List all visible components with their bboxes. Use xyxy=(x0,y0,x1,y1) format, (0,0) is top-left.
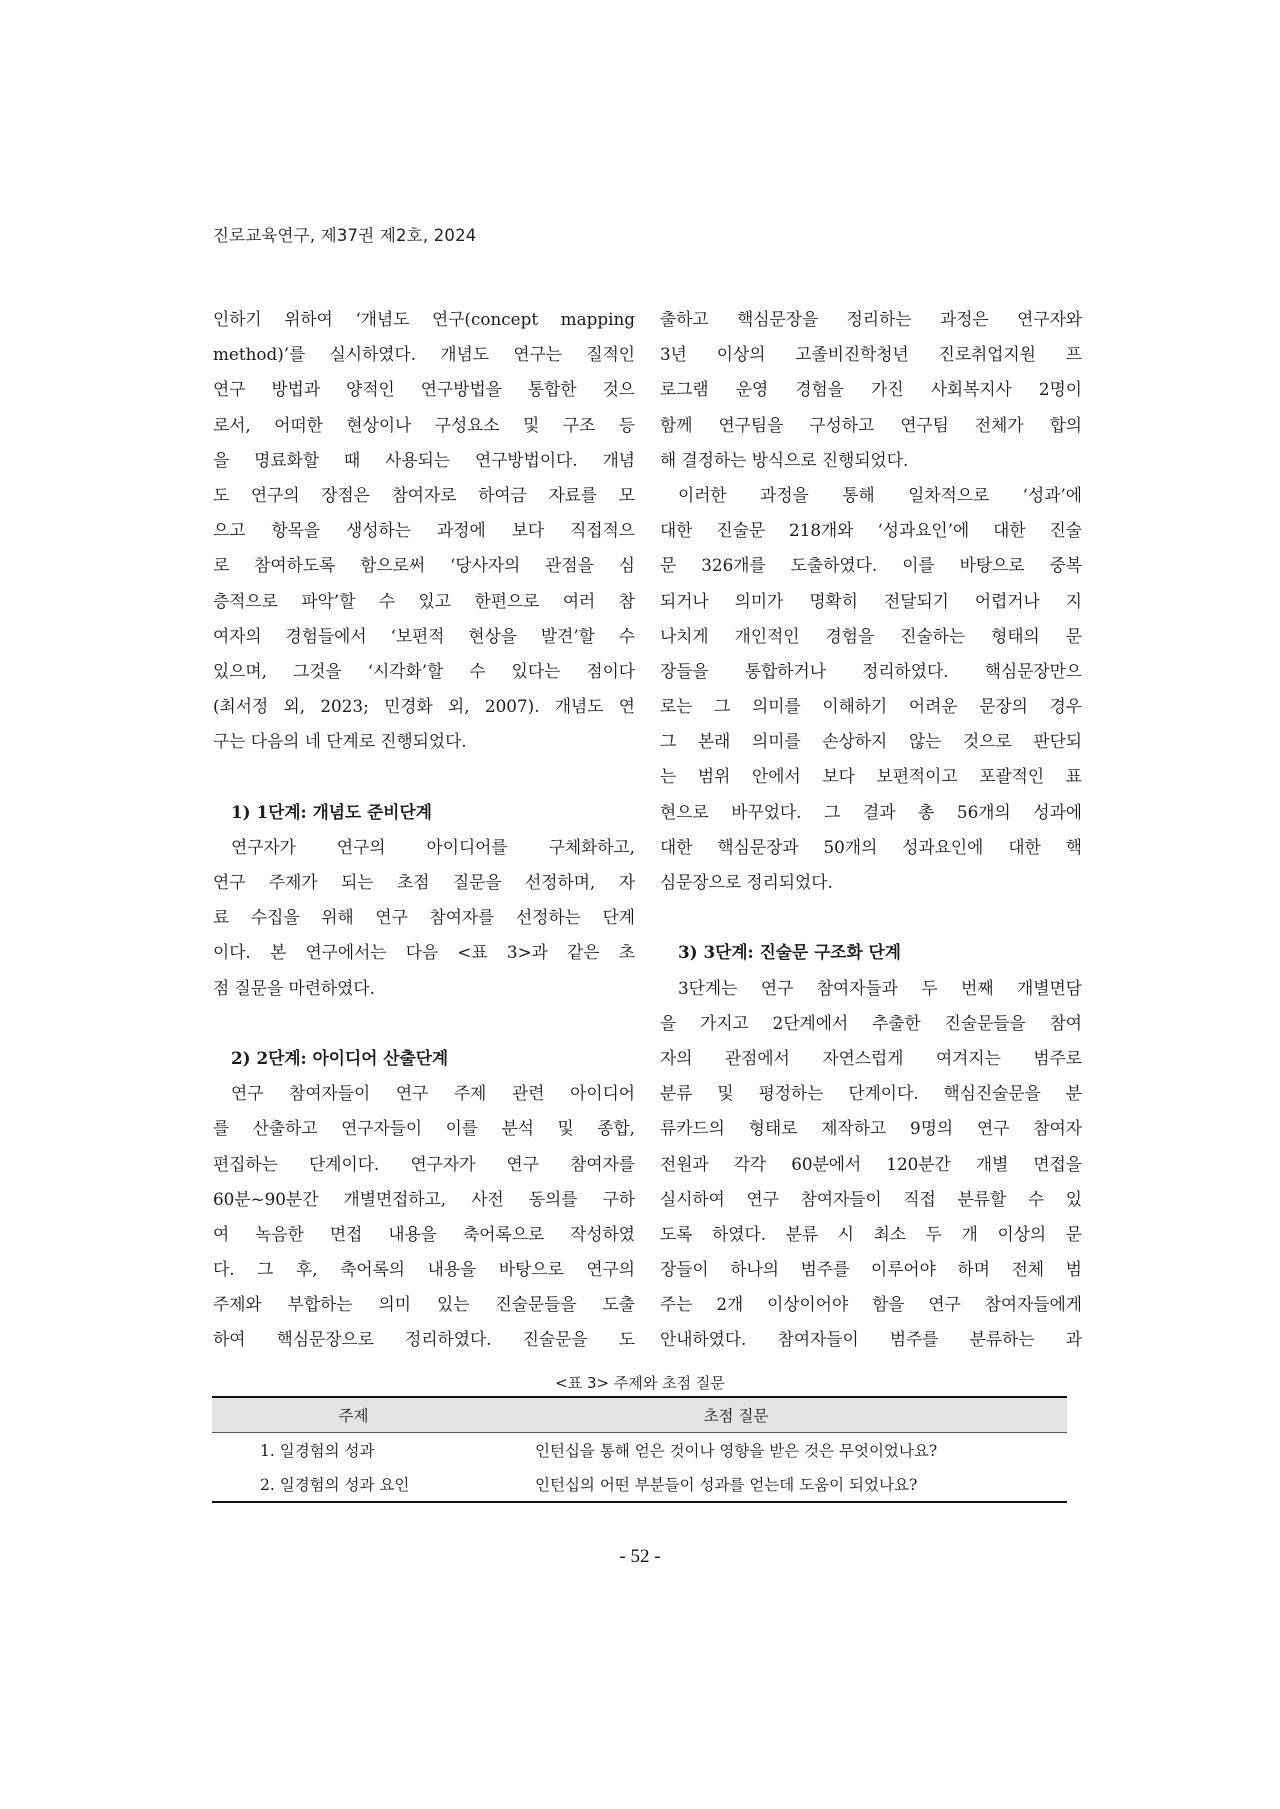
body-line: 류카드의 형태로 제작하고 9명의 연구 참여자 xyxy=(660,1118,1082,1139)
body-line: 연구자가 연구의 아이디어를 구체화하고, xyxy=(231,836,635,857)
body-line: 되거나 의미가 명확히 전달되기 어렵거나 지 xyxy=(660,590,1082,611)
body-line: 심문장으로 정리되었다. xyxy=(660,872,833,892)
body-line: method)’를 실시하였다. 개념도 연구는 질적인 xyxy=(213,344,635,365)
table-cell-topic: 2. 일경험의 성과 요인 xyxy=(212,1467,495,1502)
column-header-focus-question: 초점 질문 xyxy=(495,1397,1067,1433)
body-line: 으고 항목을 생성하는 과정에 보다 직접적으 xyxy=(213,520,635,541)
table-row xyxy=(212,1467,1067,1502)
body-line: 주제와 부합하는 의미 있는 진술문들을 도출 xyxy=(213,1294,635,1315)
body-line: 3년 이상의 고졸비진학청년 진로취업지원 프 xyxy=(660,344,1082,365)
body-line: 료 수집을 위해 연구 참여자를 선정하는 단계 xyxy=(213,907,635,928)
body-line: 출하고 핵심문장을 정리하는 과정은 연구자와 xyxy=(660,309,1082,329)
table-cell-question: 인턴십을 통해 얻은 것이나 영향을 받은 것은 무엇이었나요? xyxy=(535,1442,938,1460)
body-line: 로 참여하도록 함으로써 ‘당사자의 관점을 심 xyxy=(213,555,635,576)
focus-question-table xyxy=(212,1396,1067,1503)
body-line: 는 범위 안에서 보다 보편적이고 포괄적인 표 xyxy=(660,766,1082,787)
section-heading-stage1: 1) 1단계: 개념도 준비단계 xyxy=(231,801,432,822)
body-line: 함께 연구팀을 구성하고 연구팀 전체가 합의 xyxy=(660,414,1082,435)
body-line: 문 326개를 도출하였다. 이를 바탕으로 중복 xyxy=(660,555,1082,576)
body-line: 대한 핵심문장과 50개의 성과요인에 대한 핵 xyxy=(660,836,1082,857)
body-line: 대한 진술문 218개와 ‘성과요인’에 대한 진술 xyxy=(660,520,1082,541)
running-head: 진로교육연구, 제37권 제2호, 2024 xyxy=(213,226,477,245)
body-line: 도 연구의 장점은 참여자로 하여금 자료를 모 xyxy=(213,484,635,505)
table-header-row xyxy=(212,1397,1067,1433)
body-line: 연구 방법과 양적인 연구방법을 통합한 것으 xyxy=(213,379,635,400)
table-cell-question: 인턴십의 어떤 부분들이 성과를 얻는데 도움이 되었나요? xyxy=(495,1467,1067,1502)
body-line: 하여 핵심문장으로 정리하였다. 진술문을 도 xyxy=(213,1329,635,1350)
body-line: 자의 관점에서 자연스럽게 여겨지는 범주로 xyxy=(660,1047,1082,1068)
body-line: 구는 다음의 네 단계로 진행되었다. xyxy=(213,731,467,752)
spacer xyxy=(213,759,635,794)
body-line: 인하기 위하여 ‘개념도 연구(concept mapping xyxy=(213,309,635,329)
table-row xyxy=(212,1433,1067,1468)
table-cell-topic: 1. 일경험의 성과 xyxy=(260,1442,375,1460)
body-line: 연구 참여자들이 연구 주제 관련 아이디어 xyxy=(231,1083,635,1104)
spacer xyxy=(660,900,1082,935)
body-line: 안내하였다. 참여자들이 범주를 분류하는 과 xyxy=(660,1329,1082,1350)
body-line: 전원과 각각 60분에서 120분간 개별 면접을 xyxy=(660,1153,1082,1174)
body-line: 을 명료화할 때 사용되는 연구방법이다. 개념 xyxy=(213,449,635,470)
section-heading-stage2: 2) 2단계: 아이디어 산출단계 xyxy=(231,1047,449,1068)
body-line: 3단계는 연구 참여자들과 두 번째 개별면담 xyxy=(678,977,1082,998)
body-line: 장들이 하나의 범주를 이루어야 하며 전체 범 xyxy=(660,1259,1082,1280)
body-line: 이다. 본 연구에서는 다음 <표 3>과 같은 초 xyxy=(213,942,635,963)
spacer xyxy=(213,1006,635,1041)
body-line: 로서, 어떠한 현상이나 구성요소 및 구조 등 xyxy=(213,414,635,435)
body-line: 있으며, 그것을 ‘시각화’할 수 있다는 점이다 xyxy=(213,660,635,681)
body-line: 로는 그 의미를 이해하기 어려운 문장의 경우 xyxy=(660,696,1082,717)
body-line: 해 결정하는 방식으로 진행되었다. xyxy=(660,449,909,470)
body-line: 다. 그 후, 축어록의 내용을 바탕으로 연구의 xyxy=(213,1259,635,1280)
body-line: 점 질문을 마련하였다. xyxy=(213,977,375,998)
body-line: 현으로 바꾸었다. 그 결과 총 56개의 성과에 xyxy=(660,801,1082,822)
body-line: 분류 및 평정하는 단계이다. 핵심진술문을 분 xyxy=(660,1083,1082,1104)
body-line: 이러한 과정을 통해 일차적으로 ‘성과’에 xyxy=(678,484,1082,505)
body-line: 주는 2개 이상이어야 함을 연구 참여자들에게 xyxy=(660,1294,1082,1315)
body-line: 편집하는 단계이다. 연구자가 연구 참여자를 xyxy=(213,1153,635,1174)
body-line: 그 본래 의미를 손상하지 않는 것으로 판단되 xyxy=(660,731,1082,752)
body-line: 을 가지고 2단계에서 추출한 진술문들을 참여 xyxy=(660,1012,1082,1033)
table-caption: <표 3> 주제와 초점 질문 xyxy=(555,1374,725,1392)
body-line: (최서정 외, 2023; 민경화 외, 2007). 개념도 연 xyxy=(213,696,635,717)
body-line: 나치게 개인적인 경험을 진술하는 형태의 문 xyxy=(660,625,1082,646)
column-header-topic: 주제 xyxy=(212,1397,495,1433)
section-heading-stage3: 3) 3단계: 진술문 구조화 단계 xyxy=(678,942,901,963)
body-line: 로그램 운영 경험을 가진 사회복지사 2명이 xyxy=(660,379,1082,400)
body-line: 를 산출하고 연구자들이 이를 분석 및 종합, xyxy=(213,1118,635,1139)
left-column xyxy=(213,302,635,1358)
page-number: - 52 - xyxy=(619,1546,661,1567)
body-line: 장들을 통합하거나 정리하였다. 핵심문장만으 xyxy=(660,660,1082,681)
body-line: 여자의 경험들에서 ‘보편적 현상을 발견’할 수 xyxy=(213,625,635,646)
body-line: 연구 주제가 되는 초점 질문을 선정하며, 자 xyxy=(213,872,635,892)
body-line: 여 녹음한 면접 내용을 축어록으로 작성하였 xyxy=(213,1223,635,1244)
body-line: 도록 하였다. 분류 시 최소 두 개 이상의 문 xyxy=(660,1223,1082,1244)
body-line: 60분~90분간 개별면접하고, 사전 동의를 구하 xyxy=(213,1188,635,1209)
right-column xyxy=(660,302,1082,1358)
body-line: 층적으로 파악’할 수 있고 한편으로 여러 참 xyxy=(213,590,635,611)
body-line: 실시하여 연구 참여자들이 직접 분류할 수 있 xyxy=(660,1188,1082,1209)
